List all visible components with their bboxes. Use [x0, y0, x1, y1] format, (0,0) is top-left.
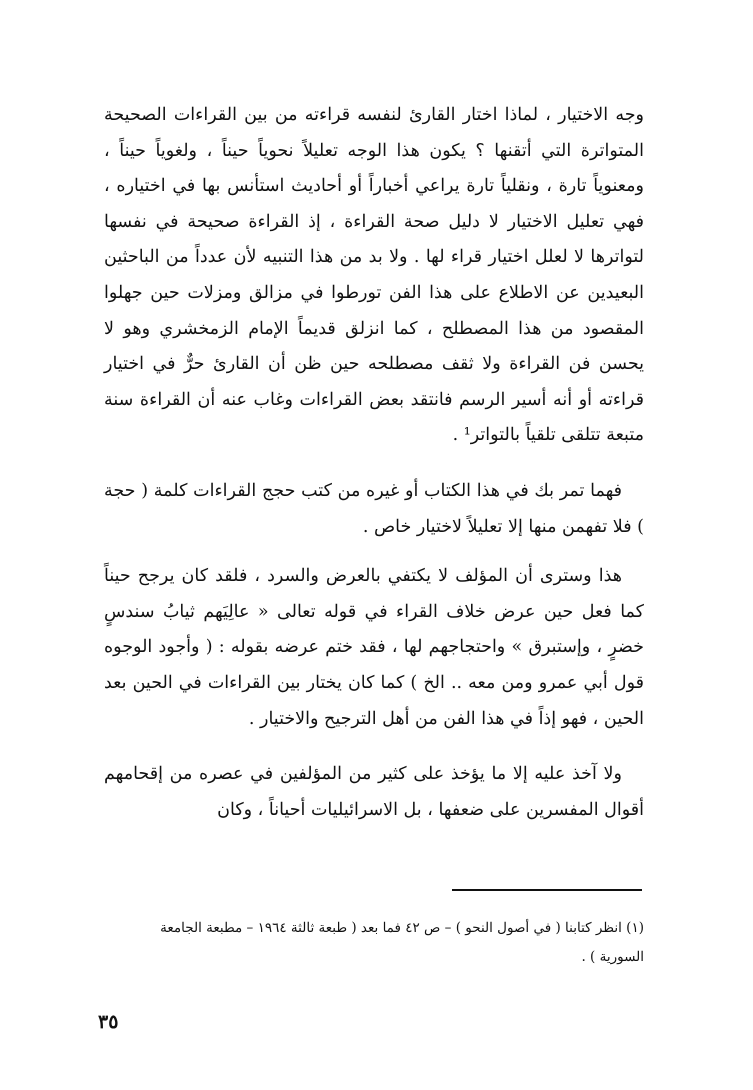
page-number: ٣٥ [98, 1011, 119, 1033]
footnote-line-2: السورية ) . [581, 949, 644, 965]
footnote-separator [452, 889, 642, 891]
main-text [104, 98, 644, 828]
paragraph-3: هذا وسترى أن المؤلف لا يكتفي بالعرض والسرد ، فلقد كان يرجح حيناً كما فعل حين عرض خلاف القراء في قوله تعالى « عالِيَهم ثيابُ سندسٍ خضرٍ ، وإستبرق » واحتجاجهم لها ، فقد ختم عرضه بقوله : ( وأجود الوجوه قول أبي عمرو ومن معه .. الخ ) كما كان يختار بين القراءات في الحين بعد الحين ، فهو إذاً في هذا الفن من أهل الترجيح والاختيار . [104, 566, 644, 729]
paragraph-4: ولا آخذ عليه إلا ما يؤخذ على كثير من المؤلفين في عصره من إقحامهم أقوال المفسرين على ضعفها ، بل الاسرائيليات أحياناً ، وكان [104, 764, 644, 820]
footnote-line-1: (١) انظر كتابنا ( في أصول النحو ) – ص ٤٢ فما بعد ( طبعة ثالثة ١٩٦٤ – مطبعة الجامعة [160, 920, 644, 936]
paragraph-2: فهما تمر بك في هذا الكتاب أو غيره من كتب حجج القراءات كلمة ( حجة ) فلا تفهمن منها إلا تعليلاً لاختيار خاص . [104, 480, 644, 537]
footnote [104, 914, 644, 972]
paragraph-1: وجه الاختيار ، لماذا اختار القارئ لنفسه قراءته من بين القراءات الصحيحة المتواترة التي أتقنها ؟ يكون هذا الوجه تعليلاً نحوياً حيناً ، ولغوياً حيناً ، ومعنوياً تارة ، ونقلياً تارة يراعي أخباراً أو أحاديث استأنس بها في اختياره ، فهي تعليل الاختيار لا دليل صحة القراءة ، إذ القراءة صحيحة في نفسها لتواترها لا لعلل اختيار قراء لها . ولا بد من هذا التنبيه لأن عدداً من الباحثين البعيدين عن الاطلاع على هذا الفن تورطوا في مزالق ومزلات حين جهلوا المقصود من هذا المصطلح ، كما انزلق قديماً الإمام الزمخشري وهو لا يحسن فن القراءة ولا ثقف مصطلحه حين ظن أن القارئ حرٌّ في اختيار قراءته أو أنه أسير الرسم فانتقد بعض القراءات وغاب عنه أن القراءة سنة متبعة تتلقى تلقياً بالتواتر¹ . [104, 105, 644, 446]
